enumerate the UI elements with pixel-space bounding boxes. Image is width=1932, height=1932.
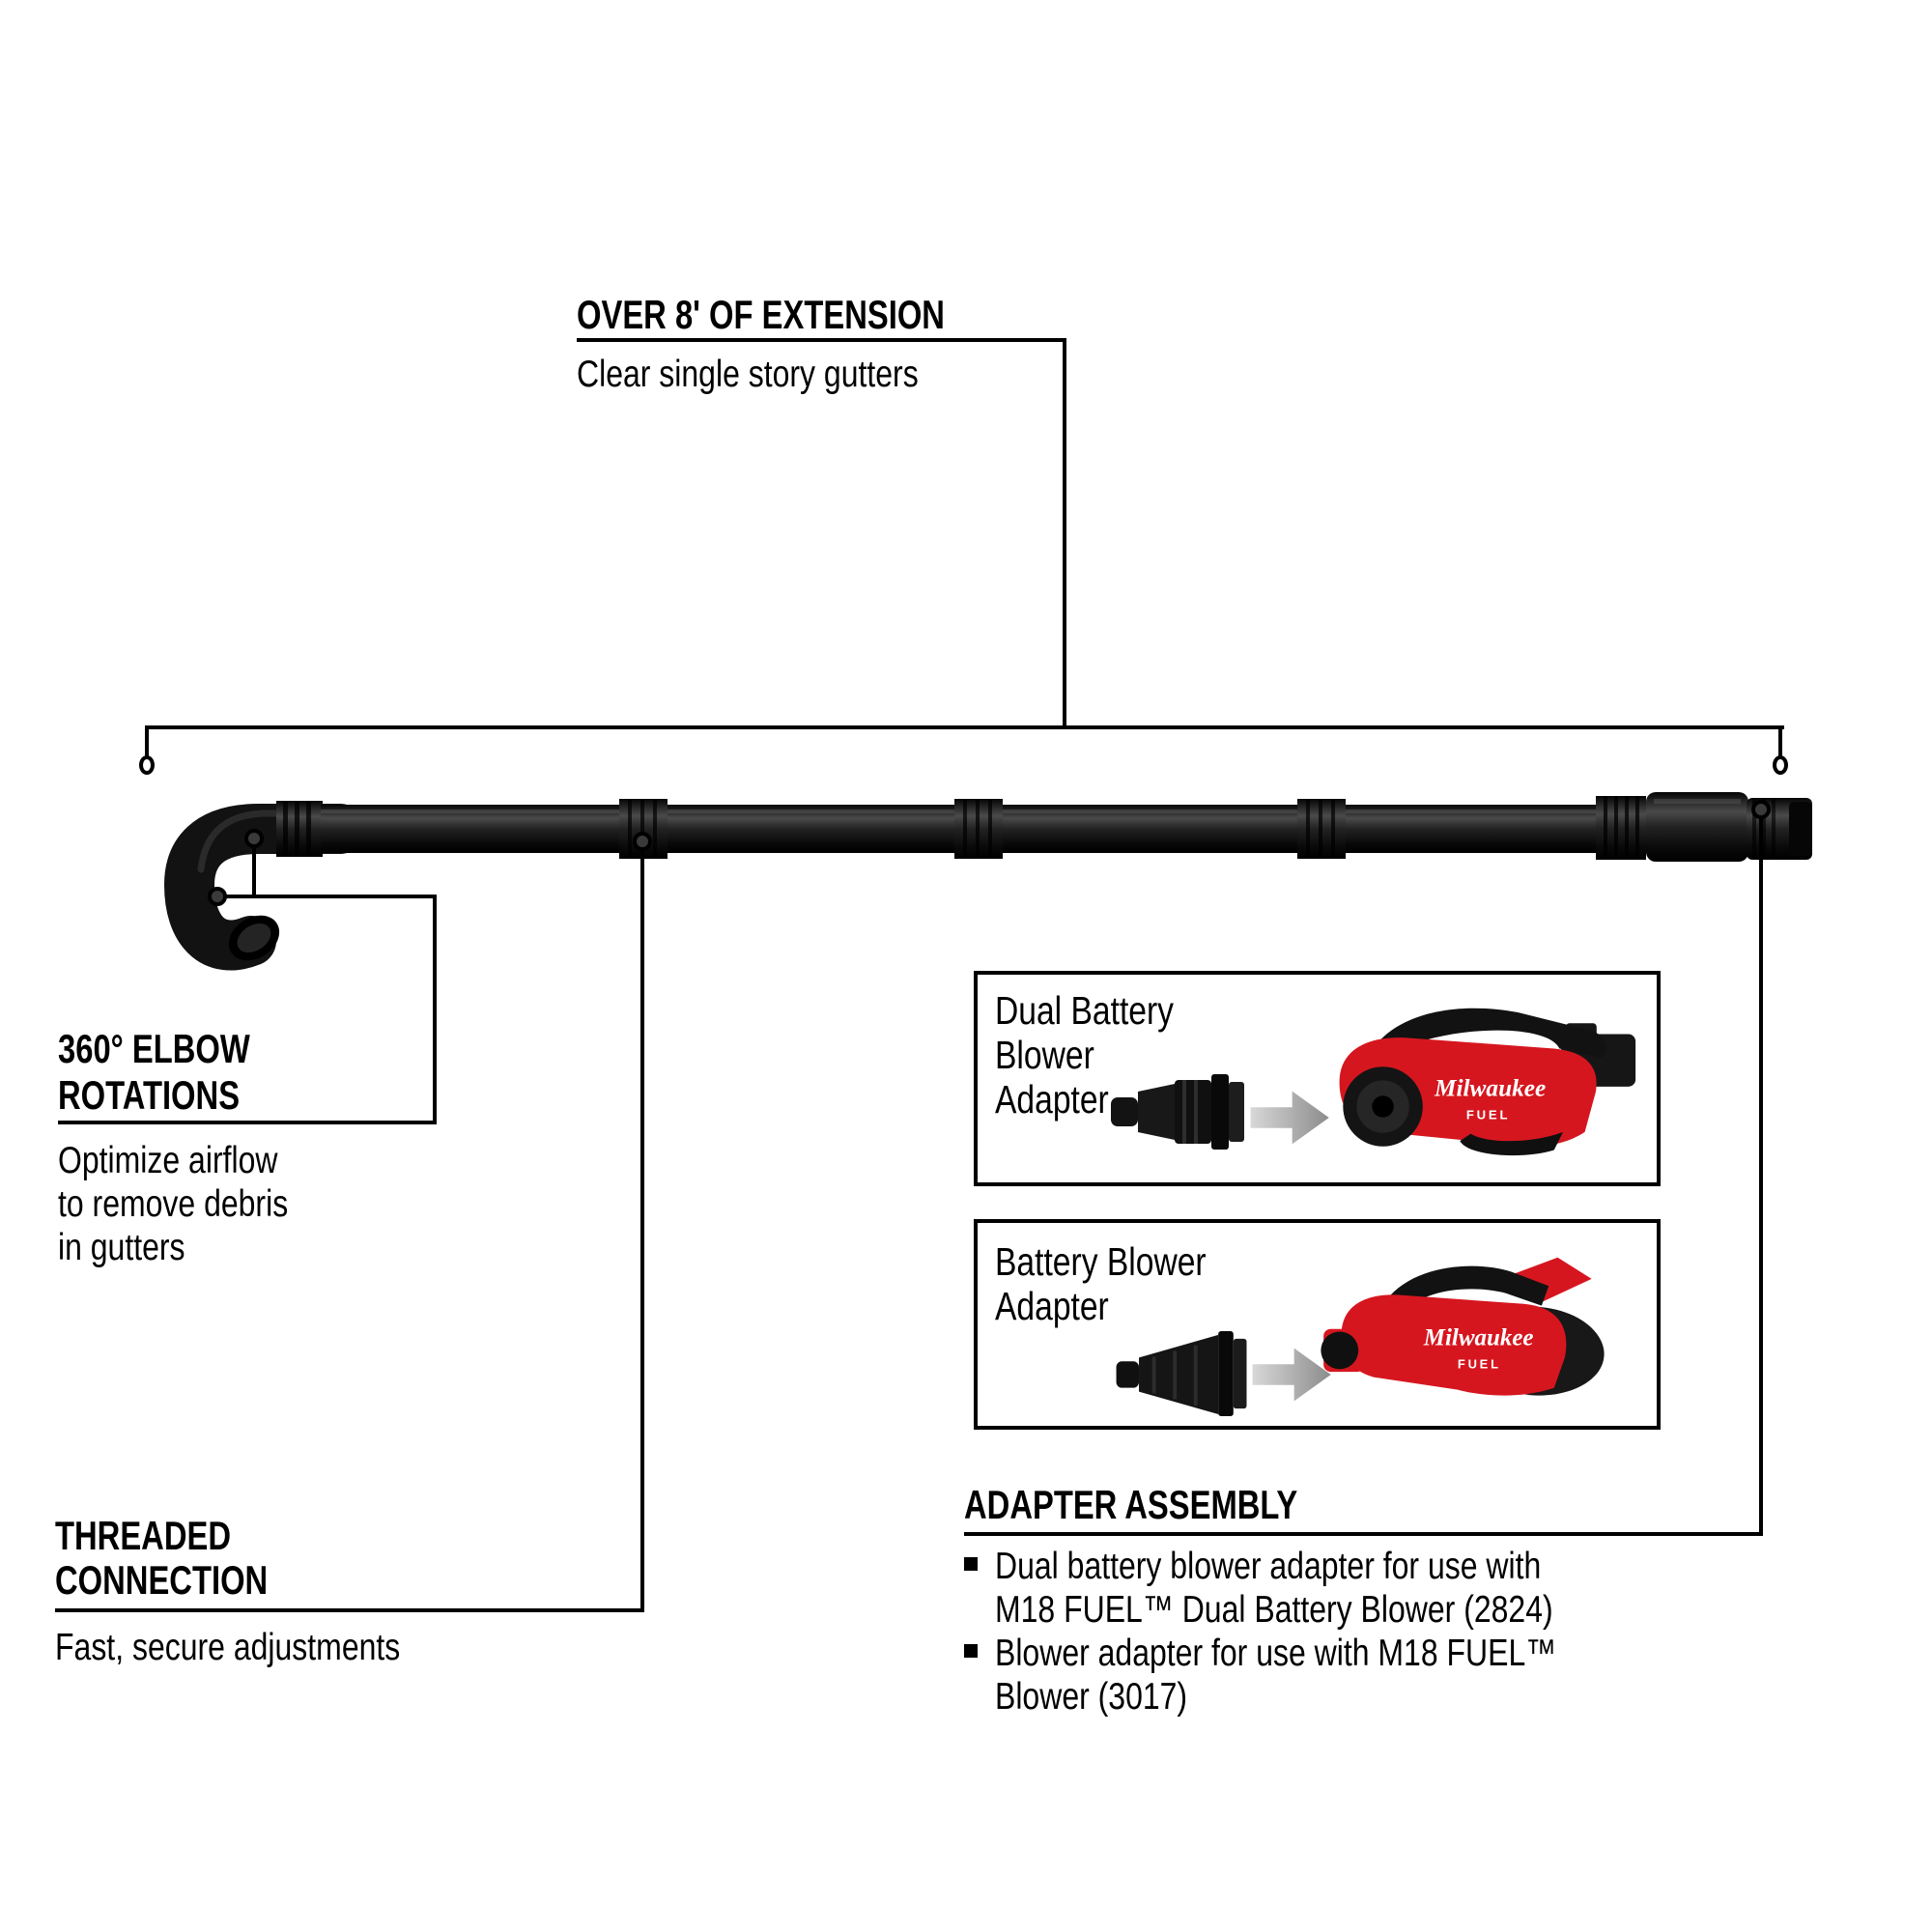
threaded-heading-line2: CONNECTION bbox=[55, 1557, 269, 1603]
adapter-box1-label-line3: Adapter bbox=[995, 1077, 1109, 1122]
adapter-assembly-underline bbox=[964, 1532, 1763, 1536]
adapter-box1-label-line2: Blower bbox=[995, 1033, 1094, 1077]
span-bracket-stub-right bbox=[1778, 725, 1782, 756]
adapter-bullet1-line1: Dual battery blower adapter for use with bbox=[995, 1546, 1542, 1587]
threaded-leader-vertical bbox=[640, 848, 644, 1608]
span-bracket-line bbox=[145, 725, 1784, 729]
adapter-bullet1-line2: M18 FUEL™ Dual Battery Blower (2824) bbox=[995, 1589, 1553, 1631]
brand-logo-text: Milwaukee bbox=[1423, 1324, 1534, 1351]
span-pin-left-icon bbox=[139, 755, 155, 775]
elbow-underline bbox=[58, 1121, 437, 1124]
adapter-bullet2-line1: Blower adapter for use with M18 FUEL™ bbox=[995, 1633, 1557, 1674]
adapter-box2-label-line1: Battery Blower bbox=[995, 1239, 1207, 1284]
threaded-underline bbox=[55, 1608, 644, 1612]
adapter-assembly-heading: ADAPTER ASSEMBLY bbox=[964, 1482, 1298, 1527]
elbow-leader-horizontal bbox=[223, 895, 437, 898]
threaded-heading-line1: THREADED bbox=[55, 1513, 232, 1558]
adapter-box1-label-line1: Dual Battery bbox=[995, 988, 1174, 1033]
elbow-body-line2: to remove debris bbox=[58, 1183, 289, 1225]
extension-leader-line bbox=[1063, 338, 1066, 729]
dual-battery-blower-illustration bbox=[1290, 993, 1652, 1162]
elbow-leader-vertical-short bbox=[252, 844, 256, 896]
elbow-body-line3: in gutters bbox=[58, 1227, 185, 1268]
dual-battery-adapter-icon bbox=[1111, 1072, 1246, 1150]
battery-blower-adapter-icon bbox=[1116, 1331, 1249, 1416]
elbow-illustration bbox=[189, 801, 340, 970]
brand-sub-text: FUEL bbox=[1465, 1107, 1511, 1122]
pole-collar-3 bbox=[1297, 799, 1346, 859]
brand-logo-text: Milwaukee bbox=[1435, 1074, 1547, 1102]
adapter-bullet2-line2: Blower (3017) bbox=[995, 1676, 1188, 1718]
extension-body: Clear single story gutters bbox=[577, 354, 919, 395]
nozzle-illustration bbox=[1596, 792, 1812, 862]
elbow-leader-vertical bbox=[433, 895, 437, 1124]
span-bracket-stub-left bbox=[145, 725, 149, 756]
elbow-body-line1: Optimize airflow bbox=[58, 1140, 278, 1181]
extension-heading: OVER 8' OF EXTENSION bbox=[577, 292, 945, 337]
elbow-heading-line1: 360° ELBOW bbox=[58, 1026, 250, 1071]
bullet-square-icon bbox=[964, 1557, 978, 1571]
brand-sub-text: FUEL bbox=[1457, 1356, 1501, 1372]
battery-blower-illustration bbox=[1290, 1238, 1647, 1412]
span-pin-right-icon bbox=[1773, 755, 1788, 775]
adapter-box2-label-line2: Adapter bbox=[995, 1284, 1109, 1328]
bullet-square-icon bbox=[964, 1644, 978, 1658]
elbow-heading-line2: ROTATIONS bbox=[58, 1072, 241, 1118]
adapter-leader-vertical bbox=[1759, 816, 1763, 1536]
pole-collar-2 bbox=[954, 799, 1003, 859]
threaded-body: Fast, secure adjustments bbox=[55, 1627, 401, 1668]
extension-underline bbox=[577, 338, 1066, 342]
